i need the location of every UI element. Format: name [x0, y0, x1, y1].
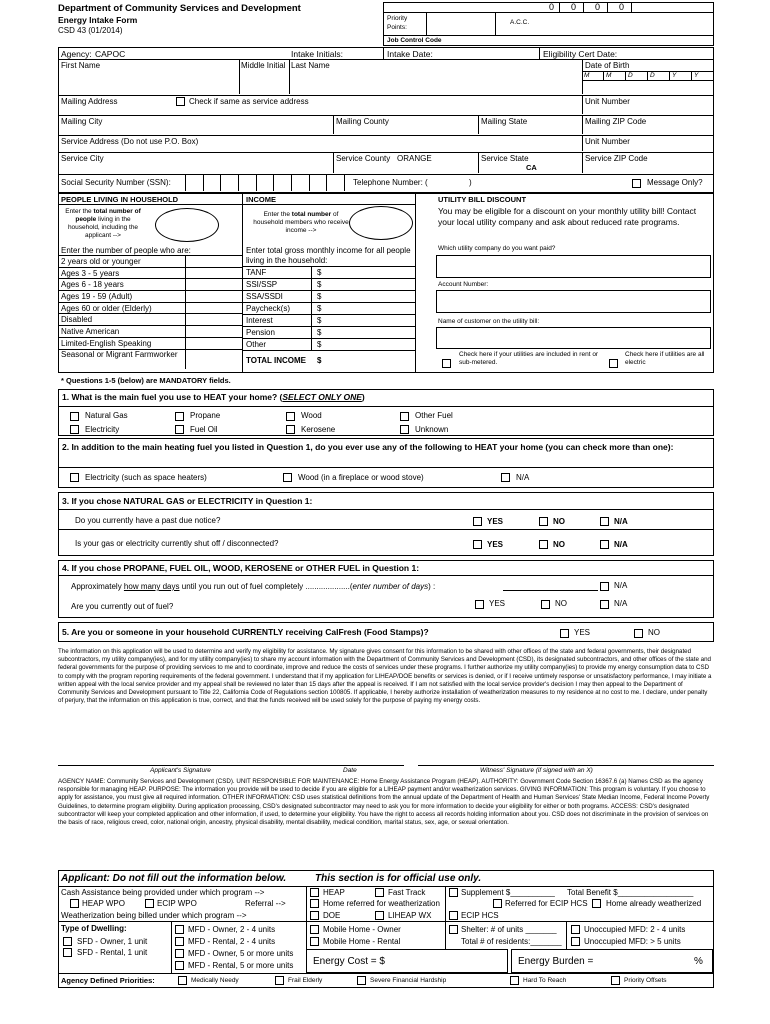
mailing-zip-label[interactable]: Mailing ZIP Code [585, 117, 647, 126]
mailing-unit-label[interactable]: Unit Number [585, 97, 630, 106]
all-electric-checkbox[interactable] [609, 359, 618, 368]
people-row [59, 326, 243, 338]
type-dwelling-label: Type of Dwelling: [61, 924, 127, 933]
people-row [59, 303, 243, 315]
unoccupied-5-checkbox[interactable] [571, 937, 580, 946]
mfd-rental-24-label: MFD - Rental, 2 - 4 units [188, 937, 276, 946]
sfd-rental-checkbox[interactable] [63, 948, 72, 957]
service-state-label[interactable]: Service State [481, 154, 529, 163]
service-county-label[interactable]: Service County [336, 154, 391, 163]
income-instruction: Enter the total number of household members who receive income --> [253, 211, 349, 234]
income-rows [243, 267, 416, 351]
mobile-owner-label: Mobile Home - Owner [323, 925, 401, 934]
q3-title: 3. If you chose NATURAL GAS or ELECTRICITY in Question 1: [62, 496, 313, 506]
income-row [243, 327, 416, 339]
last-name-label[interactable]: Last Name [291, 61, 330, 70]
form-title: Energy Intake Form [58, 15, 138, 25]
q2-na-checkbox[interactable] [501, 473, 510, 482]
service-address-label[interactable]: Service Address (Do not use P.O. Box) [61, 137, 199, 146]
people-row [59, 350, 243, 369]
q1-unknown-checkbox[interactable] [400, 425, 409, 434]
people-row-label: Limited-English Speaking [61, 338, 152, 348]
q1-other-fuel-checkbox[interactable] [400, 412, 409, 421]
q1-wood-label: Wood [301, 411, 322, 420]
service-zip-label[interactable]: Service ZIP Code [585, 154, 648, 163]
q3-shut-off-label: Is your gas or electricity currently shut off / disconnected? [75, 539, 279, 548]
people-row-input[interactable] [185, 268, 242, 279]
q2-electricity-label: Electricity (such as space heaters) [85, 473, 207, 482]
q3-past-due-yes-label: YES [487, 517, 504, 526]
income-row [243, 267, 416, 279]
doe-label: DOE [323, 911, 341, 920]
q1-fuel-oil-checkbox[interactable] [175, 425, 184, 434]
q1-kerosene-checkbox[interactable] [286, 425, 295, 434]
income-row-label: Other [246, 340, 267, 349]
liheap-wx-label: LIHEAP WX [388, 911, 432, 920]
income-row-amount[interactable] [311, 315, 415, 326]
q5-yes-checkbox[interactable] [560, 629, 569, 638]
sfd-owner-checkbox[interactable] [63, 937, 72, 946]
q5-title: 5. Are you or someone in your household CURRENTLY receiving CalFresh (Food Stamps)? [62, 627, 429, 637]
service-county-value: ORANGE [397, 154, 432, 163]
mailing-county-label[interactable]: Mailing County [336, 117, 389, 126]
mfd-owner-5-checkbox[interactable] [175, 949, 184, 958]
q2-title: 2. In addition to the main heating fuel you listed in Question 1, do you ever use any of the following to HEAT your home (you can check more than one): [62, 442, 674, 452]
q4-out-no-checkbox[interactable] [541, 600, 550, 609]
unoccupied-24-checkbox[interactable] [571, 925, 580, 934]
dept-name: Department of Community Services and Development [58, 3, 301, 14]
q3-past-due-yes-checkbox[interactable] [473, 517, 482, 526]
shelter-checkbox[interactable] [449, 925, 458, 934]
q3-past-due-na-checkbox[interactable] [600, 517, 609, 526]
same-as-service-checkbox[interactable] [176, 97, 185, 106]
home-weatherized-label: Home already weatherized [606, 899, 702, 908]
applicant-signature-line[interactable] [58, 765, 328, 766]
income-row-label: TANF [246, 268, 267, 277]
official-header-a: Applicant: Do not fill out the information below. [61, 873, 287, 884]
people-rows [59, 256, 243, 369]
people-instruction: Enter the total number of people living in the household, including the applicant --> [65, 208, 141, 239]
people-row-input[interactable] [185, 350, 242, 369]
people-row [59, 268, 243, 280]
mailing-address-label[interactable]: Mailing Address [61, 97, 118, 106]
income-row-label: Pension [246, 328, 275, 337]
fast-track-label: Fast Track [388, 888, 426, 897]
dob-slot-6[interactable]: Y [694, 72, 699, 79]
priority-medically-needy-label: Medically Needy [191, 977, 239, 984]
eligibility-cert-date-label[interactable]: Eligibility Cert Date: [543, 49, 618, 59]
people-header: PEOPLE LIVING IN HOUSEHOLD [61, 195, 179, 204]
question-3 [58, 492, 714, 556]
referred-ecip-checkbox[interactable] [493, 899, 502, 908]
job-control-box [383, 35, 714, 46]
referred-ecip-label: Referred for ECIP HCS [505, 899, 588, 908]
agency-text: AGENCY NAME: Community Services and Development (CSD). UNIT RESPONSIBLE FOR MAINTENANCE: Home Energy Assistance Program (HEAP). AUTHORITY: Government Code Section 16367.6 (a) Names CSD as the agency responsible for managing HEAP. PURPOSE: The information you provide will be used to decide if you are eligible for a LIHEAP payment and/or weatherization services. GIVING INFORMATION: This program is voluntary. If you choose to apply for assistance, you must give all required information. OTHER INFORMATION: CSD uses statistical definitions from the annual update of the Department of Health and Human Services' State Median Income, Federal Income Poverty Guidelines, to determine program eligibility. During application processing, CSD's designated subcontractor may need to ask you for more information to decide your eligibility for either or both programs. ACCESS: CSD's designated subcontractor will keep your completed application and other information, if used, to determine your eligibility. You have the right to access all records holding information about you. CSD does not discriminate in the provision of services on the basis of race, religious creed, color, national origin, ancestry, physical disability, mental disability, medical condition, marital status, sex, age, or sexual orientation. [58, 778, 710, 827]
people-row-input[interactable] [185, 326, 242, 337]
dob-slot-2[interactable]: M [604, 72, 626, 81]
all-electric-label: Check here if utilities are all electric [625, 351, 705, 366]
energy-burden-percent: % [694, 956, 703, 967]
message-only-label: Message Only? [647, 178, 703, 187]
question-5 [58, 622, 714, 642]
home-referred-label: Home referred for weatherization [323, 899, 440, 908]
priority-hardship-label: Severe Financial Hardship [370, 977, 447, 984]
cash-assist-label: Cash Assistance being provided under which program --> [61, 888, 265, 897]
energy-burden-label: Energy Burden = [518, 956, 594, 967]
fast-track-checkbox[interactable] [375, 888, 384, 897]
priority-frail-elderly-label: Frail Elderly [288, 977, 323, 984]
name-row [58, 60, 714, 96]
mailing-city-row [58, 116, 714, 136]
weatherization-label: Weatherization being billed under which program --> [61, 911, 247, 920]
priority-hard-to-reach-label: Hard To Reach [523, 977, 567, 984]
income-row-label: Interest [246, 316, 273, 325]
mailing-state-label[interactable]: Mailing State [481, 117, 528, 126]
income-row [243, 303, 416, 315]
income-header: INCOME [246, 195, 276, 204]
income-dollar-sign: $ [317, 316, 322, 325]
date-label: Date [343, 767, 357, 774]
q4-out-no-label: NO [555, 599, 567, 608]
people-row-label: Ages 60 or older (Elderly) [61, 303, 152, 313]
same-as-service-label: Check if same as service address [189, 97, 309, 106]
doe-checkbox[interactable] [310, 911, 319, 920]
q3-shut-off-yes-label: YES [487, 540, 504, 549]
account-number-input[interactable] [436, 290, 711, 313]
heap-wpo-label: HEAP WPO [82, 899, 125, 908]
q5-yes-label: YES [574, 628, 591, 637]
priority-label: Priority [387, 15, 408, 22]
utility-header: UTILITY BILL DISCOUNT [438, 195, 527, 204]
telephone-label[interactable]: Telephone Number: ( [353, 178, 428, 187]
mfd-owner-24-checkbox[interactable] [175, 925, 184, 934]
question-2 [58, 438, 714, 488]
priority-box [383, 12, 714, 36]
people-row [59, 338, 243, 350]
utilities-in-rent-checkbox[interactable] [442, 359, 451, 368]
total-residents-label[interactable]: Total # of residents:_______ [461, 937, 562, 946]
shelter-label[interactable]: Shelter: # of units _______ [461, 925, 557, 934]
q1-electricity-label: Electricity [85, 425, 120, 434]
people-row-label: Ages 19 - 59 (Adult) [61, 292, 133, 302]
mailing-address-row [58, 96, 714, 116]
q4-title: 4. If you chose PROPANE, FUEL OIL, WOOD, KEROSENE or OTHER FUEL in Question 1: [62, 563, 420, 573]
q2-na-label: N/A [516, 473, 530, 482]
income-dollar-sign: $ [317, 304, 322, 313]
q1-fuel-oil-label: Fuel Oil [190, 425, 218, 434]
mfd-rental-5-label: MFD - Rental, 5 or more units [188, 961, 294, 970]
dob-label[interactable]: Date of Birth [585, 61, 630, 70]
intake-date-label[interactable]: Intake Date: [387, 49, 433, 59]
total-income-label: TOTAL INCOME [246, 356, 306, 365]
income-dollar-sign: $ [317, 328, 322, 337]
q4-out-of-fuel-label: Are you currently out of fuel? [71, 602, 174, 611]
service-address-row [58, 136, 714, 153]
income-row-amount[interactable] [311, 279, 415, 290]
q1-electricity-checkbox[interactable] [70, 425, 79, 434]
q1-natural-gas-checkbox[interactable] [70, 412, 79, 421]
first-name-label[interactable]: First Name [61, 61, 101, 70]
q3-past-due-no-label: NO [553, 517, 565, 526]
income-dollar-sign: $ [317, 268, 322, 277]
service-state-value: CA [526, 163, 537, 172]
people-row-label: Ages 3 - 5 years [61, 268, 120, 278]
q1-title: 1. What is the main fuel you use to HEAT your home? (SELECT ONLY ONE) [62, 392, 365, 402]
people-row-label: Ages 6 - 18 years [61, 280, 124, 290]
q4-out-yes-label: YES [489, 599, 506, 608]
q1-kerosene-label: Kerosene [301, 425, 336, 434]
priority-frail-elderly-checkbox[interactable] [275, 976, 284, 985]
service-unit-label[interactable]: Unit Number [585, 137, 630, 146]
people-row-label: Native American [61, 327, 120, 337]
total-benefit-label[interactable]: Total Benefit $_________________ [567, 888, 694, 897]
mandatory-note: * Questions 1-5 (below) are MANDATORY fields. [61, 376, 231, 385]
people-enter-number: Enter the number of people who are: [61, 246, 191, 255]
account-number-label: Account Number: [438, 281, 489, 288]
total-income-dollar[interactable]: $ [317, 356, 322, 365]
mailing-city-label[interactable]: Mailing City [61, 117, 103, 126]
acc-label: A.C.C. [510, 19, 530, 26]
people-row-input[interactable] [185, 291, 242, 302]
dob-slot-5[interactable]: Y [670, 72, 692, 81]
agency-row [58, 47, 714, 60]
q4-days-na-label: N/A [614, 581, 628, 590]
sfd-rental-label: SFD - Rental, 1 unit [77, 948, 148, 957]
people-row [59, 256, 243, 268]
q1-wood-checkbox[interactable] [286, 412, 295, 421]
dob-slot-1[interactable]: M [582, 72, 604, 81]
mfd-rental-24-checkbox[interactable] [175, 937, 184, 946]
ssn-row [58, 175, 714, 193]
people-row-input[interactable] [185, 338, 242, 349]
q4-days-input[interactable] [503, 590, 598, 591]
q5-no-label: NO [648, 628, 660, 637]
q4-days-na-checkbox[interactable] [600, 582, 609, 591]
q1-propane-label: Propane [190, 411, 221, 420]
heap-label: HEAP [323, 888, 345, 897]
digit-3: 0 [595, 2, 601, 12]
energy-cost-label: Energy Cost = $ [313, 956, 385, 967]
q1-propane-checkbox[interactable] [175, 412, 184, 421]
ssn-boxes[interactable] [185, 175, 345, 191]
unoccupied-24-label: Unoccupied MFD: 2 - 4 units [584, 925, 686, 934]
priority-hardship-checkbox[interactable] [357, 976, 366, 985]
people-row-label: 2 years old or younger [61, 257, 141, 266]
ecip-wpo-label: ECIP WPO [157, 899, 197, 908]
liheap-wx-checkbox[interactable] [375, 911, 384, 920]
which-company-label: Which utility company do you want paid? [438, 245, 556, 252]
energy-burden-box[interactable] [511, 949, 713, 973]
applicant-signature-label: Applicant's Signature [150, 767, 211, 774]
income-row [243, 315, 416, 327]
income-row-amount[interactable] [311, 267, 415, 278]
q2-wood-checkbox[interactable] [283, 473, 292, 482]
q3-past-due-label: Do you currently have a past due notice? [75, 516, 221, 525]
service-city-label[interactable]: Service City [61, 154, 104, 163]
dob-slot-3[interactable]: D [626, 72, 648, 81]
income-dollar-sign: $ [317, 292, 322, 301]
people-row [59, 279, 243, 291]
mobile-rental-label: Mobile Home - Rental [323, 937, 401, 946]
utility-text: You may be eligible for a discount on your monthly utility bill! Contact your local utility company and ask about reduced rate programs. [438, 206, 697, 227]
mfd-owner-24-label: MFD - Owner, 2 - 4 units [188, 925, 276, 934]
form-id: CSD 43 (01/2014) [58, 26, 123, 35]
priorities-label: Agency Defined Priorities: [61, 976, 155, 985]
income-row-label: Paycheck(s) [246, 304, 291, 313]
income-enter-gross: Enter total gross monthly income for all people living in the household: [246, 246, 411, 265]
q4-out-na-label: N/A [614, 599, 628, 608]
household-section [58, 193, 714, 373]
people-row-label: Seasonal or Migrant Farmworker [61, 349, 178, 359]
people-row-input[interactable] [185, 279, 242, 290]
income-row-amount[interactable] [311, 303, 415, 314]
date-line[interactable] [294, 765, 404, 766]
income-row [243, 279, 416, 291]
income-row-amount[interactable] [311, 291, 415, 302]
unoccupied-5-label: Unoccupied MFD: > 5 units [584, 937, 681, 946]
message-only-checkbox[interactable] [632, 179, 641, 188]
mfd-rental-5-checkbox[interactable] [175, 961, 184, 970]
q4-out-na-checkbox[interactable] [600, 600, 609, 609]
dob-slot-4[interactable]: D [648, 72, 670, 81]
q3-shut-off-no-checkbox[interactable] [539, 540, 548, 549]
people-row [59, 291, 243, 303]
witness-signature-line[interactable] [418, 765, 714, 766]
q1-natural-gas-label: Natural Gas [85, 411, 128, 420]
q2-wood-label: Wood (in a fireplace or wood stove) [298, 473, 424, 482]
ssn-label[interactable]: Social Security Number (SSN): [61, 178, 171, 187]
supplement-label[interactable]: Supplement $__________ [461, 888, 555, 897]
ecip-wpo-checkbox[interactable] [145, 899, 154, 908]
q2-electricity-checkbox[interactable] [70, 473, 79, 482]
income-row-amount[interactable] [311, 327, 415, 338]
priority-hard-to-reach-checkbox[interactable] [510, 976, 519, 985]
q3-past-due-no-checkbox[interactable] [539, 517, 548, 526]
income-row [243, 339, 416, 351]
consent-text: The information on this application will be used to determine and verify my eligibility for assistance. My signature gives consent for this information to be shared with other offices of the state and federal governments, their designated subcontractors, my utility company(ies), and for my utility company(ies) to share my account information with the Department of Community Services and Development (CSD), its designated subcontractors, and other offices of the state and federal governments for the purpose of providing services to me and to coordinate, improve and reduce the costs of services under these programs. I further authorize my utility company(ies) to provide my energy consumption data to CSD to comply with the program reporting requirements of the federal government. I understand that if my application for LIHEAP/DOE benefits or services is denied, or if I receive untimely response or unsatisfactory performance, I may initiate a written appeal with the local service provider and my appeal shall be reviewed no later than 15 days after the appeal is received. If I am not satisfied with the local service provider's decision I may then appeal to the Department of Community Services and Development pursuant to Title 22, California Code of Regulations section 100805. If applicable, I hereby authorize installation of weatherization measures to my residence at no cost to me. I declare, under penalty of perjury, that the information on this application is true, correct, and that the funds received will be used solely for the purpose of paying my energy costs. [58, 648, 712, 705]
q1-other-fuel-label: Other Fuel [415, 411, 453, 420]
mfd-owner-5-label: MFD - Owner, 5 or more units [188, 949, 294, 958]
referral-label: Referral --> [245, 899, 286, 908]
priority-medically-needy-checkbox[interactable] [178, 976, 187, 985]
job-control-label: Job Control Code [387, 37, 442, 44]
people-row-input[interactable] [185, 314, 242, 325]
official-header-b: This section is for official use only. [315, 873, 482, 884]
heap-wpo-checkbox[interactable] [70, 899, 79, 908]
agency-value[interactable]: CAPOC [95, 49, 126, 59]
digit-4: 0 [619, 2, 625, 12]
sfd-owner-label: SFD - Owner, 1 unit [77, 937, 148, 946]
income-row-amount[interactable] [311, 339, 415, 350]
heap-checkbox[interactable] [310, 888, 319, 897]
income-row-label: SSI/SSP [246, 280, 278, 289]
people-total-oval[interactable] [155, 208, 219, 242]
customer-name-input[interactable] [436, 327, 711, 349]
q3-shut-off-na-label: N/A [614, 540, 628, 549]
people-row-input[interactable] [185, 303, 242, 314]
service-city-row [58, 153, 714, 175]
official-use-section [58, 870, 714, 988]
home-weatherized-checkbox[interactable] [592, 899, 601, 908]
income-dollar-sign: $ [317, 340, 322, 349]
witness-signature-label: Witness' Signature (if signed with an X) [480, 767, 593, 774]
priority-offsets-label: Priority Offsets [624, 977, 667, 984]
q4-days-label: Approximately how many days until you run out of fuel completely ....................(enter number of days) : [71, 582, 436, 591]
q1-unknown-label: Unknown [415, 425, 449, 434]
middle-initial-label[interactable]: Middle Initial [241, 61, 286, 70]
customer-name-label: Name of customer on the utility bill: [438, 318, 540, 325]
q3-shut-off-na-checkbox[interactable] [600, 540, 609, 549]
intake-initials-label[interactable]: Intake Initials: [291, 49, 343, 59]
mobile-owner-checkbox[interactable] [310, 925, 319, 934]
question-4 [58, 560, 714, 618]
points-label: Points: [387, 24, 407, 31]
supplement-checkbox[interactable] [449, 888, 458, 897]
q3-past-due-na-label: N/A [614, 517, 628, 526]
income-row [243, 291, 416, 303]
people-row-label: Disabled [61, 315, 93, 325]
income-row-label: SSA/SSDI [246, 292, 283, 301]
digit-1: 0 [549, 2, 555, 12]
question-1 [58, 389, 714, 436]
mobile-rental-checkbox[interactable] [310, 937, 319, 946]
q4-out-yes-checkbox[interactable] [475, 600, 484, 609]
priority-offsets-checkbox[interactable] [611, 976, 620, 985]
digit-2: 0 [571, 2, 577, 12]
q3-shut-off-yes-checkbox[interactable] [473, 540, 482, 549]
utilities-in-rent-label: Check here if your utilities are included in rent or sub-metered. [459, 351, 599, 366]
ecip-hcs-checkbox[interactable] [449, 911, 458, 920]
ecip-hcs-label: ECIP HCS [461, 911, 499, 920]
q3-shut-off-no-label: NO [553, 540, 565, 549]
people-row [59, 314, 243, 326]
which-company-input[interactable] [436, 255, 711, 278]
income-total-oval[interactable] [349, 206, 413, 240]
home-referred-checkbox[interactable] [310, 899, 319, 908]
energy-cost-box[interactable] [306, 949, 508, 973]
telephone-close: ) [469, 178, 472, 187]
q5-no-checkbox[interactable] [634, 629, 643, 638]
agency-label: Agency: [61, 49, 92, 59]
people-row-input[interactable] [185, 256, 242, 267]
income-dollar-sign: $ [317, 280, 322, 289]
